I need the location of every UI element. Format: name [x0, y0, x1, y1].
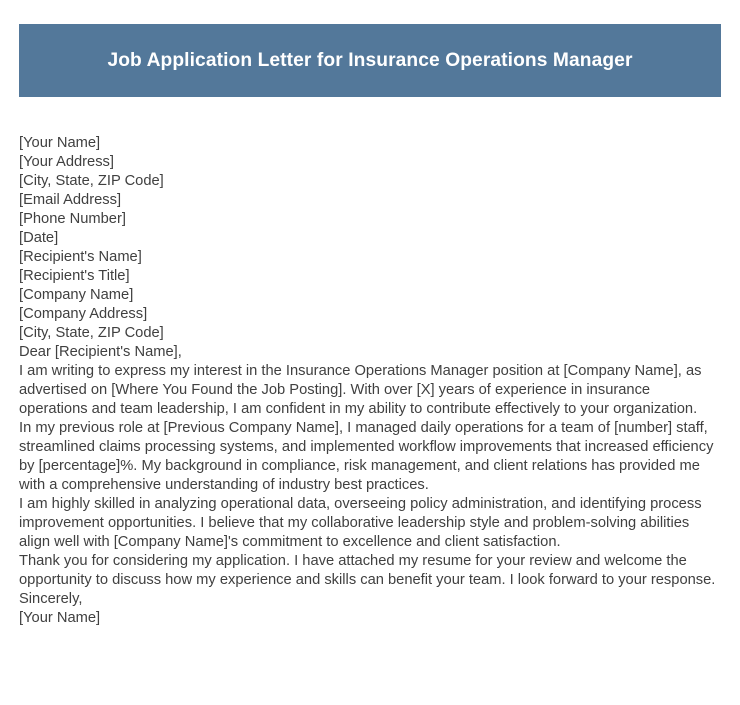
sender-name-line: [Your Name]	[19, 135, 101, 151]
recipient-city-state-zip-line: [City, State, ZIP Code]	[19, 325, 164, 341]
sender-phone-line: [Phone Number]	[19, 211, 126, 227]
document-header-banner	[19, 24, 721, 97]
sender-email-line: [Email Address]	[19, 192, 122, 208]
salutation-line: Dear [Recipient's Name],	[19, 344, 182, 360]
recipient-name-line: [Recipient's Name]	[19, 249, 142, 265]
body-paragraph-2: In my previous role at [Previous Company Name], I managed daily operations for a team of [number] staff, streamlined claims processing systems, and implemented workflow improvements that increased efficiency by [percentage]%. My background in compliance, risk management, and client relations has provided me with a comprehensive understanding of industry best practices.	[19, 420, 714, 493]
body-paragraph-3: I am highly skilled in analyzing operational data, overseeing policy administration, and identifying process improvement opportunities. I believe that my collaborative leadership style and problem-solving abilities align well with [Company Name]'s commitment to excellence and client satisfaction.	[19, 496, 702, 550]
body-paragraph-4: Thank you for considering my application. I have attached my resume for your review and welcome the opportunity to discuss how my experience and skills can benefit your team. I look forward to your response.	[19, 553, 716, 588]
letter-body	[19, 134, 721, 628]
body-paragraph-1: I am writing to express my interest in the Insurance Operations Manager position at [Company Name], as advertised on [Where You Found the Job Posting]. With over [X] years of experience in insurance operations and team leadership, I am confident in my ability to contribute effectively to your organization.	[19, 363, 702, 417]
recipient-company-address-line: [Company Address]	[19, 306, 148, 322]
closing-line: Sincerely,	[19, 591, 83, 607]
signature-line: [Your Name]	[19, 610, 101, 626]
sender-city-state-zip-line: [City, State, ZIP Code]	[19, 173, 164, 189]
sender-address-line: [Your Address]	[19, 154, 114, 170]
date-line: [Date]	[19, 230, 59, 246]
page-title: Job Application Letter for Insurance Operations Manager	[107, 49, 633, 71]
recipient-title-line: [Recipient's Title]	[19, 268, 130, 284]
recipient-company-line: [Company Name]	[19, 287, 134, 303]
